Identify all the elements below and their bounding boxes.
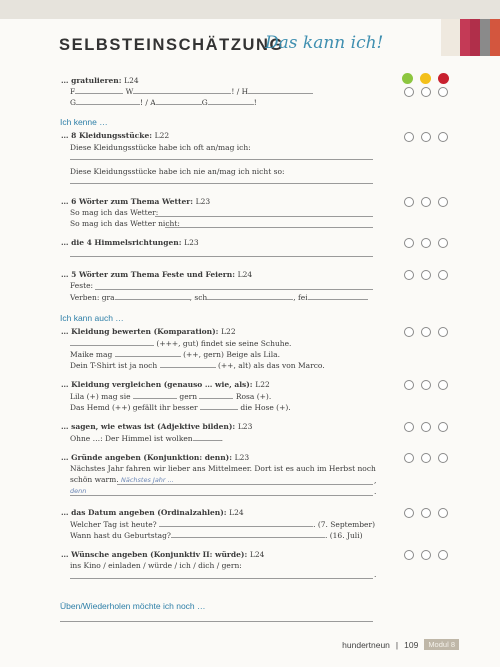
page-subtitle: Das kann ich! bbox=[265, 33, 384, 53]
rating-circle-yellow[interactable] bbox=[421, 270, 431, 280]
rating-circles bbox=[404, 132, 448, 142]
prompt-text: Diese Kleidungsstücke habe ich oft an/mag ich: bbox=[70, 143, 251, 152]
rating-circle-red[interactable] bbox=[438, 508, 448, 518]
item-label: … das Datum angeben (Ordinalzahlen): bbox=[61, 508, 227, 517]
lesson-ref: L23 bbox=[195, 197, 211, 206]
rating-circles bbox=[404, 550, 448, 560]
rating-circles bbox=[404, 197, 448, 207]
rating-circle-red[interactable] bbox=[438, 197, 448, 207]
fill-blank[interactable] bbox=[70, 338, 154, 346]
fill-blank[interactable] bbox=[160, 360, 216, 368]
item-label: … 6 Wörter zum Thema Wetter: bbox=[61, 197, 193, 206]
fill-blank[interactable] bbox=[248, 86, 313, 94]
exercise-line: Das Hemd (++) gefällt ihr besser die Hose (+). bbox=[70, 403, 291, 412]
exercise-line: Welcher Tag ist heute? . (7. September) bbox=[70, 520, 375, 529]
item-label: … Gründe angeben (Konjunktion: denn): bbox=[61, 453, 232, 462]
page-footer bbox=[342, 639, 459, 650]
comma: , bbox=[374, 476, 377, 485]
fill-blank[interactable] bbox=[76, 97, 140, 105]
lesson-ref: L22 bbox=[154, 131, 170, 140]
item-heading bbox=[61, 270, 252, 280]
green-rating-icon bbox=[402, 73, 413, 84]
section-heading-kann: Ich kann auch … bbox=[60, 313, 124, 323]
page-number-word: hundertneun bbox=[342, 639, 390, 650]
item-heading bbox=[61, 238, 199, 248]
fill-blank[interactable] bbox=[207, 292, 293, 300]
fill-blank[interactable] bbox=[199, 391, 233, 399]
lesson-ref: L22 bbox=[221, 327, 236, 336]
handwritten-answer: Nächstes Jahr ... bbox=[120, 476, 174, 484]
item-heading bbox=[61, 453, 249, 463]
lesson-ref: L24 bbox=[229, 508, 244, 517]
exercise-line: schön warm. Nächstes Jahr ... bbox=[70, 475, 174, 484]
lesson-ref: L24 bbox=[237, 270, 253, 279]
color-stripes bbox=[441, 19, 500, 56]
answer-line[interactable] bbox=[165, 227, 373, 228]
fill-blank[interactable] bbox=[308, 292, 368, 300]
answer-line[interactable] bbox=[155, 216, 373, 217]
rating-circle-green[interactable] bbox=[404, 508, 414, 518]
rating-circle-red[interactable] bbox=[438, 327, 448, 337]
rating-circles bbox=[404, 327, 448, 337]
rating-circle-yellow[interactable] bbox=[421, 132, 431, 142]
rating-circles bbox=[404, 270, 448, 280]
item-heading bbox=[61, 508, 244, 518]
lesson-ref: L23 bbox=[184, 238, 199, 247]
rating-circle-green[interactable] bbox=[404, 132, 414, 142]
rating-circles bbox=[404, 380, 448, 390]
rating-circle-red[interactable] bbox=[438, 422, 448, 432]
item-heading bbox=[61, 76, 139, 86]
answer-line[interactable] bbox=[70, 578, 373, 579]
rating-circle-green[interactable] bbox=[404, 380, 414, 390]
answer-line[interactable] bbox=[117, 484, 373, 485]
fill-blank[interactable] bbox=[171, 530, 325, 538]
module-tag: Modul 8 bbox=[424, 639, 459, 650]
item-label: … Kleidung vergleichen (genauso … wie, als): bbox=[61, 380, 253, 389]
greeting-line-1: F W ! / H bbox=[70, 86, 313, 97]
item-label: … Kleidung bewerten (Komparation): bbox=[61, 327, 219, 336]
rating-circle-red[interactable] bbox=[438, 270, 448, 280]
rating-circles bbox=[404, 422, 448, 432]
rating-circle-red[interactable] bbox=[438, 238, 448, 248]
prompt-text: Feste: bbox=[70, 281, 94, 290]
stripe bbox=[470, 19, 480, 56]
prompt-text: So mag ich das Wetter: bbox=[70, 208, 159, 217]
rating-circles bbox=[404, 87, 448, 97]
item-heading bbox=[61, 422, 252, 432]
stripe bbox=[480, 19, 490, 56]
rating-circle-yellow[interactable] bbox=[421, 380, 431, 390]
item-heading bbox=[61, 550, 264, 560]
rating-circle-green[interactable] bbox=[404, 550, 414, 560]
verbs-line: Verben: gra , sch , fei bbox=[70, 292, 368, 303]
item-label: … Wünsche angeben (Konjunktiv II: würde): bbox=[61, 550, 248, 559]
lesson-ref: L22 bbox=[255, 380, 270, 389]
rating-circles bbox=[404, 508, 448, 518]
section-heading-kenne: Ich kenne … bbox=[60, 117, 108, 127]
rating-circle-yellow[interactable] bbox=[421, 87, 431, 97]
stripe bbox=[441, 19, 460, 56]
exercise-text: Nächstes Jahr fahren wir lieber ans Mittelmeer. Dort ist es auch im Herbst noch bbox=[70, 464, 376, 473]
greeting-line-2: G ! / A G ! bbox=[70, 98, 257, 107]
answer-line[interactable] bbox=[70, 495, 373, 496]
answer-line[interactable] bbox=[70, 159, 373, 160]
rating-circle-yellow[interactable] bbox=[421, 238, 431, 248]
item-label: … 8 Kleidungsstücke: bbox=[61, 131, 152, 140]
exercise-line: (+++, gut) findet sie seine Schuhe. bbox=[70, 338, 291, 349]
rating-circle-red[interactable] bbox=[438, 87, 448, 97]
rating-circle-green[interactable] bbox=[404, 197, 414, 207]
item-label: … die 4 Himmelsrichtungen: bbox=[61, 238, 182, 247]
yellow-rating-icon bbox=[420, 73, 431, 84]
fill-blank[interactable] bbox=[133, 86, 231, 94]
fill-blank[interactable] bbox=[193, 433, 221, 441]
lesson-ref: L23 bbox=[237, 422, 253, 431]
fill-blank[interactable] bbox=[115, 349, 181, 357]
period: . bbox=[374, 487, 377, 496]
rating-circle-yellow[interactable] bbox=[421, 197, 431, 207]
rating-circle-green[interactable] bbox=[404, 87, 414, 97]
section-heading-ueben: Üben/Wiederholen möchte ich noch … bbox=[60, 601, 206, 611]
rating-circle-yellow[interactable] bbox=[421, 453, 431, 463]
fill-blank[interactable] bbox=[159, 519, 313, 527]
rating-circle-yellow[interactable] bbox=[421, 508, 431, 518]
rating-circle-yellow[interactable] bbox=[421, 550, 431, 560]
fill-blank[interactable] bbox=[200, 402, 238, 410]
answer-line[interactable] bbox=[60, 621, 373, 622]
rating-circle-yellow[interactable] bbox=[421, 327, 431, 337]
exercise-line: Lila (+) mag sie gern Rosa (+). bbox=[70, 392, 272, 401]
rating-circle-green[interactable] bbox=[404, 238, 414, 248]
stripe bbox=[490, 19, 500, 56]
rating-circle-yellow[interactable] bbox=[421, 422, 431, 432]
answer-line[interactable] bbox=[95, 289, 373, 290]
rating-circle-green[interactable] bbox=[404, 422, 414, 432]
exercise-text: ins Kino / einladen / würde / ich / dich / gern: bbox=[70, 561, 242, 570]
fill-blank[interactable] bbox=[133, 391, 177, 399]
exercise-line: Dein T-Shirt ist ja noch (++, alt) als das von Marco. bbox=[70, 361, 325, 370]
prompt-text: Diese Kleidungsstücke habe ich nie an/mag ich nicht so: bbox=[70, 167, 285, 176]
rating-circle-green[interactable] bbox=[404, 453, 414, 463]
red-rating-icon bbox=[438, 73, 449, 84]
fill-blank[interactable] bbox=[75, 86, 123, 94]
answer-line[interactable] bbox=[70, 256, 373, 257]
item-heading bbox=[61, 380, 270, 390]
exercise-line: Maike mag (++, gern) Beige als Lila. bbox=[70, 350, 281, 359]
exercise-line: Wann hast du Geburtstag? . (16. Juli) bbox=[70, 531, 363, 540]
footer-separator: | bbox=[395, 639, 399, 650]
item-heading bbox=[61, 131, 169, 141]
lesson-ref: L24 bbox=[249, 550, 265, 559]
fill-blank[interactable] bbox=[208, 97, 254, 105]
lesson-ref: L24 bbox=[124, 76, 139, 85]
stripe bbox=[460, 19, 470, 56]
fill-blank[interactable] bbox=[156, 97, 202, 105]
item-heading bbox=[61, 327, 236, 337]
exercise-line: Ohne …: Der Himmel ist wolken . bbox=[70, 434, 224, 443]
page-number: 109 bbox=[404, 639, 419, 650]
rating-circle-green[interactable] bbox=[404, 327, 414, 337]
lesson-ref: L23 bbox=[234, 453, 250, 462]
period: . bbox=[374, 570, 377, 579]
rating-circle-red[interactable] bbox=[438, 550, 448, 560]
rating-circle-green[interactable] bbox=[404, 270, 414, 280]
handwritten-answer: denn bbox=[70, 487, 87, 495]
prompt-text: So mag ich das Wetter nicht: bbox=[70, 219, 180, 228]
item-label: … sagen, wie etwas ist (Adjektive bilden): bbox=[61, 422, 236, 431]
rating-circles bbox=[404, 453, 448, 463]
rating-circle-red[interactable] bbox=[438, 132, 448, 142]
top-bar bbox=[0, 0, 500, 19]
item-heading bbox=[61, 197, 210, 207]
answer-line[interactable] bbox=[70, 183, 373, 184]
rating-circle-red[interactable] bbox=[438, 453, 448, 463]
rating-legend bbox=[402, 73, 449, 84]
rating-circle-red[interactable] bbox=[438, 380, 448, 390]
fill-blank[interactable] bbox=[115, 292, 190, 300]
page-title: SELBSTEINSCHÄTZUNG bbox=[59, 36, 284, 54]
rating-circles bbox=[404, 238, 448, 248]
item-label: … 5 Wörter zum Thema Feste und Feiern: bbox=[61, 270, 235, 279]
item-label: … gratulieren: bbox=[61, 76, 122, 85]
